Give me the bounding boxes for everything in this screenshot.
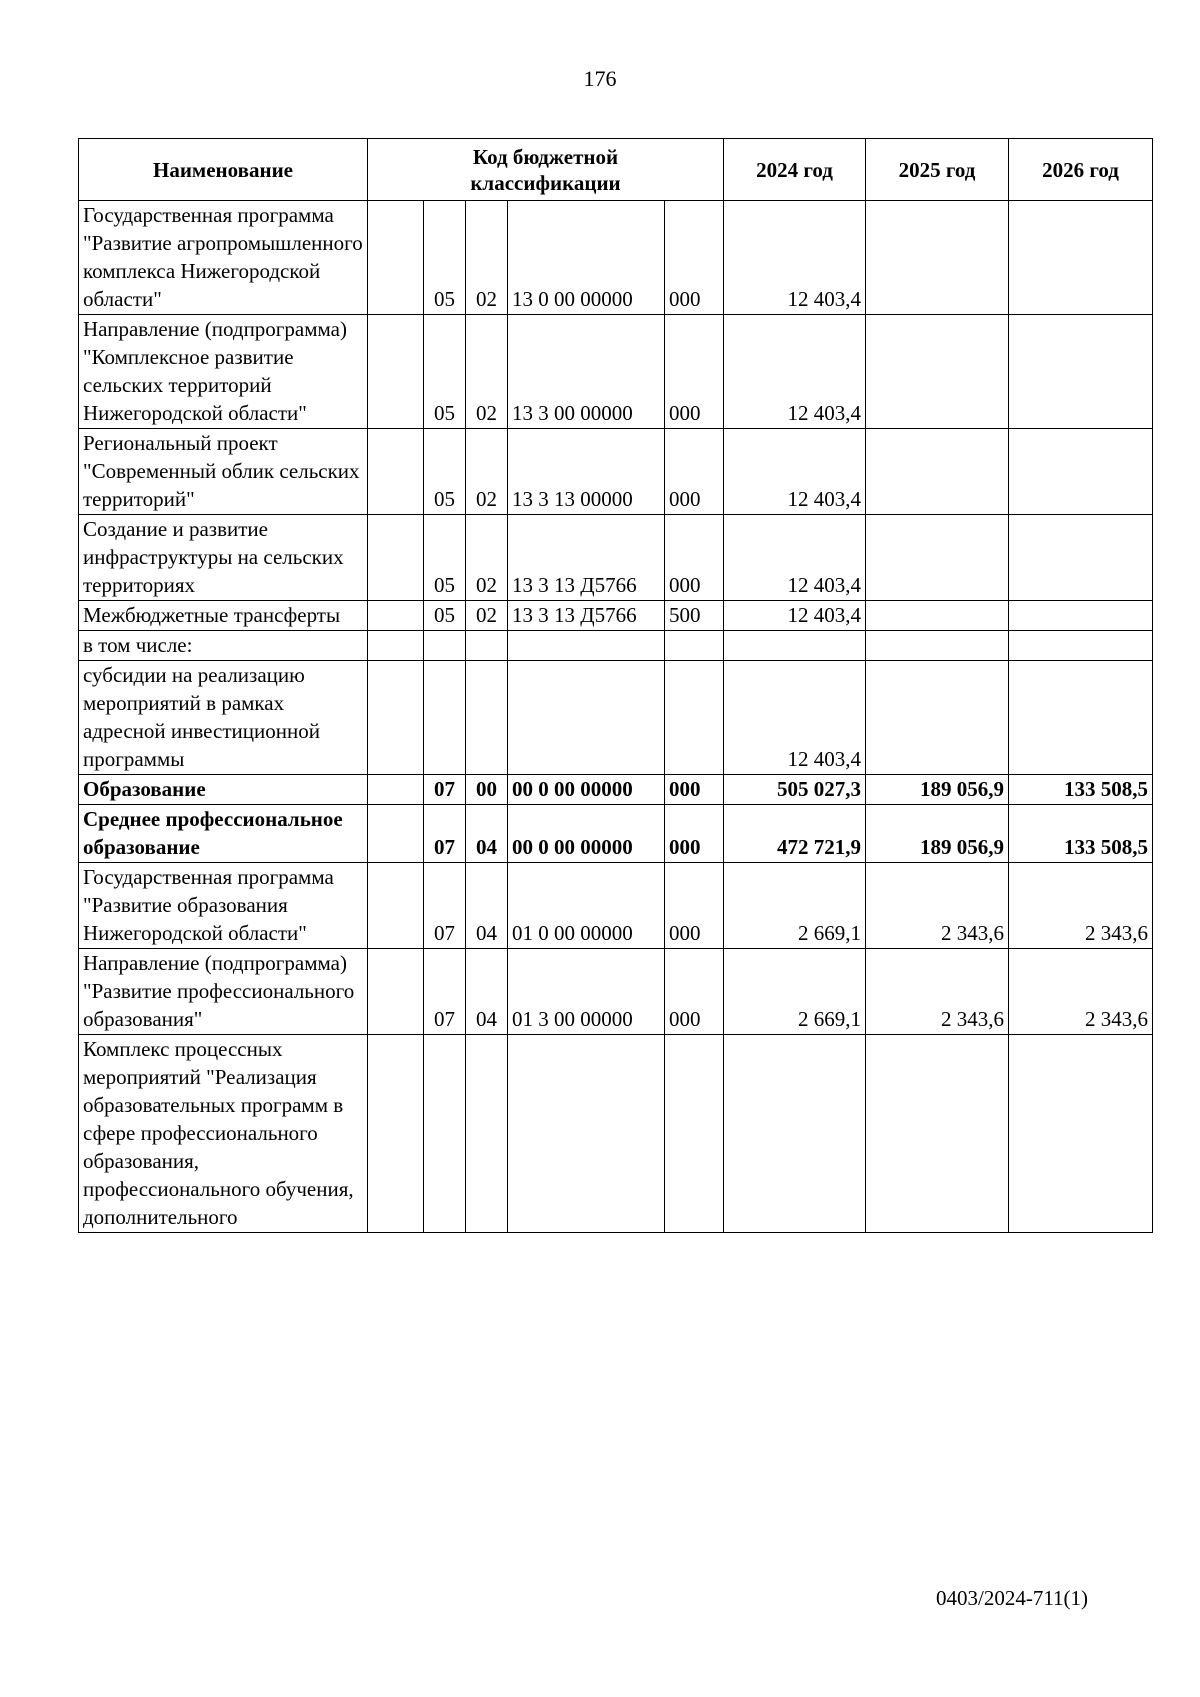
- table-row: [79, 1035, 1153, 1233]
- cell-name: в том числе:: [79, 631, 368, 661]
- cell-2026: 133 508,5: [1009, 775, 1153, 805]
- cell-target-article: 00 0 00 00000: [508, 805, 665, 863]
- cell-admin-code: [368, 315, 424, 429]
- cell-2026: 2 343,6: [1009, 863, 1153, 949]
- cell-expense-type: [665, 631, 724, 661]
- cell-section: 07: [424, 863, 466, 949]
- cell-section: 05: [424, 515, 466, 601]
- table-row: [79, 601, 1153, 631]
- cell-subsection: [466, 631, 508, 661]
- cell-2026: [1009, 631, 1153, 661]
- cell-2026: [1009, 1035, 1153, 1233]
- cell-expense-type: 500: [665, 601, 724, 631]
- cell-name: Государственная программа "Развитие агропромышленного комплекса Нижегородской области": [79, 201, 368, 315]
- cell-subsection: 00: [466, 775, 508, 805]
- cell-2024: 2 669,1: [724, 863, 866, 949]
- cell-target-article: 13 3 13 00000: [508, 429, 665, 515]
- table-row: [79, 201, 1153, 315]
- cell-target-article: 13 3 13 Д5766: [508, 515, 665, 601]
- cell-target-article: 13 3 00 00000: [508, 315, 665, 429]
- cell-name: Образование: [79, 775, 368, 805]
- cell-2024: 12 403,4: [724, 429, 866, 515]
- cell-expense-type: [665, 1035, 724, 1233]
- cell-section: 05: [424, 601, 466, 631]
- cell-2024: 12 403,4: [724, 515, 866, 601]
- cell-name: Региональный проект "Современный облик сельских территорий": [79, 429, 368, 515]
- cell-2025: 189 056,9: [866, 775, 1009, 805]
- cell-section: [424, 661, 466, 775]
- budget-table: [78, 138, 1153, 1233]
- cell-section: 07: [424, 949, 466, 1035]
- cell-2026: [1009, 601, 1153, 631]
- cell-section: 07: [424, 805, 466, 863]
- cell-2025: 2 343,6: [866, 863, 1009, 949]
- cell-admin-code: [368, 863, 424, 949]
- cell-2026: 2 343,6: [1009, 949, 1153, 1035]
- cell-target-article: 13 0 00 00000: [508, 201, 665, 315]
- header-2025: 2025 год: [866, 139, 1009, 201]
- cell-2026: [1009, 515, 1153, 601]
- cell-subsection: 04: [466, 949, 508, 1035]
- cell-2024: 505 027,3: [724, 775, 866, 805]
- header-2026: 2026 год: [1009, 139, 1153, 201]
- header-budget-code: Код бюджетной классификации: [368, 139, 724, 201]
- cell-subsection: [466, 661, 508, 775]
- cell-target-article: 01 0 00 00000: [508, 863, 665, 949]
- cell-expense-type: 000: [665, 315, 724, 429]
- cell-2025: [866, 631, 1009, 661]
- cell-name: Среднее профессиональное образование: [79, 805, 368, 863]
- cell-subsection: 04: [466, 805, 508, 863]
- table-row: [79, 863, 1153, 949]
- document-code: 0403/2024-711(1): [936, 1586, 1089, 1610]
- cell-2026: [1009, 429, 1153, 515]
- cell-2024: 472 721,9: [724, 805, 866, 863]
- cell-2024: 12 403,4: [724, 315, 866, 429]
- table-row: [79, 429, 1153, 515]
- cell-2026: [1009, 201, 1153, 315]
- cell-expense-type: 000: [665, 515, 724, 601]
- cell-section: [424, 631, 466, 661]
- table-row: [79, 315, 1153, 429]
- cell-2024: 12 403,4: [724, 601, 866, 631]
- table-row: [79, 661, 1153, 775]
- table-header-row: [79, 139, 1153, 201]
- cell-2025: 189 056,9: [866, 805, 1009, 863]
- cell-section: 05: [424, 201, 466, 315]
- cell-expense-type: [665, 661, 724, 775]
- cell-name: Направление (подпрограмма) "Развитие профессионального образования": [79, 949, 368, 1035]
- cell-admin-code: [368, 601, 424, 631]
- table-row: [79, 775, 1153, 805]
- cell-name: Межбюджетные трансферты: [79, 601, 368, 631]
- cell-2025: 2 343,6: [866, 949, 1009, 1035]
- header-name: Наименование: [79, 139, 368, 201]
- cell-expense-type: 000: [665, 429, 724, 515]
- cell-admin-code: [368, 1035, 424, 1233]
- cell-2025: [866, 661, 1009, 775]
- cell-subsection: 02: [466, 429, 508, 515]
- cell-name: Государственная программа "Развитие образования Нижегородской области": [79, 863, 368, 949]
- cell-target-article: [508, 631, 665, 661]
- cell-target-article: 01 3 00 00000: [508, 949, 665, 1035]
- cell-2024: 2 669,1: [724, 949, 866, 1035]
- cell-subsection: 02: [466, 601, 508, 631]
- table-row: [79, 631, 1153, 661]
- cell-target-article: [508, 1035, 665, 1233]
- cell-2025: [866, 1035, 1009, 1233]
- table-row: [79, 515, 1153, 601]
- cell-admin-code: [368, 949, 424, 1035]
- cell-admin-code: [368, 515, 424, 601]
- cell-2024: [724, 631, 866, 661]
- cell-subsection: 02: [466, 201, 508, 315]
- cell-section: [424, 1035, 466, 1233]
- cell-2024: 12 403,4: [724, 661, 866, 775]
- table-row: [79, 949, 1153, 1035]
- cell-2025: [866, 201, 1009, 315]
- table-body: [79, 201, 1153, 1233]
- cell-name: субсидии на реализацию мероприятий в рамках адресной инвестиционной программы: [79, 661, 368, 775]
- cell-2026: [1009, 315, 1153, 429]
- cell-section: 07: [424, 775, 466, 805]
- cell-subsection: 02: [466, 515, 508, 601]
- cell-admin-code: [368, 631, 424, 661]
- cell-section: 05: [424, 315, 466, 429]
- cell-expense-type: 000: [665, 201, 724, 315]
- cell-target-article: 13 3 13 Д5766: [508, 601, 665, 631]
- cell-admin-code: [368, 429, 424, 515]
- cell-2025: [866, 515, 1009, 601]
- cell-2024: [724, 1035, 866, 1233]
- cell-admin-code: [368, 661, 424, 775]
- cell-2024: 12 403,4: [724, 201, 866, 315]
- cell-target-article: 00 0 00 00000: [508, 775, 665, 805]
- cell-2025: [866, 601, 1009, 631]
- cell-admin-code: [368, 775, 424, 805]
- cell-expense-type: 000: [665, 775, 724, 805]
- cell-expense-type: 000: [665, 863, 724, 949]
- cell-target-article: [508, 661, 665, 775]
- cell-2026: [1009, 661, 1153, 775]
- cell-name: Направление (подпрограмма) "Комплексное развитие сельских территорий Нижегородской области": [79, 315, 368, 429]
- cell-expense-type: 000: [665, 949, 724, 1035]
- cell-subsection: [466, 1035, 508, 1233]
- cell-2025: [866, 315, 1009, 429]
- cell-admin-code: [368, 201, 424, 315]
- header-2024: 2024 год: [724, 139, 866, 201]
- cell-2025: [866, 429, 1009, 515]
- cell-section: 05: [424, 429, 466, 515]
- cell-admin-code: [368, 805, 424, 863]
- cell-subsection: 02: [466, 315, 508, 429]
- page-number: 176: [583, 66, 617, 91]
- cell-expense-type: 000: [665, 805, 724, 863]
- cell-2026: 133 508,5: [1009, 805, 1153, 863]
- table-row: [79, 805, 1153, 863]
- cell-name: Создание и развитие инфраструктуры на сельских территориях: [79, 515, 368, 601]
- cell-name: Комплекс процессных мероприятий "Реализация образовательных программ в сфере профессионального образования, профессионального обучения, дополнительного: [79, 1035, 368, 1233]
- cell-subsection: 04: [466, 863, 508, 949]
